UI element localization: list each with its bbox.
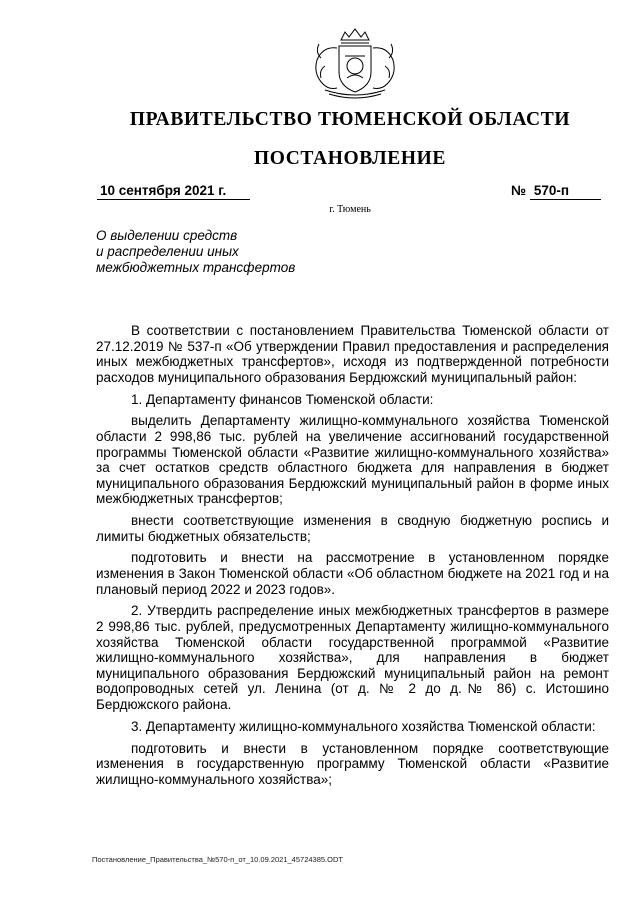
footer-filename: Постановление_Правительства_№570-п_от_10.09.2021_45724385.ODT: [92, 855, 343, 864]
subject-line: и распределении иных: [96, 244, 239, 259]
body-paragraph: подготовить и внести в установленном порядке соответствующие изменения в государственную программу Тюменской области «Развитие жилищно-коммунального хозяйства»;: [96, 740, 609, 787]
document-subject: [96, 228, 295, 276]
document-type: ПОСТАНОВЛЕНИЕ: [253, 148, 447, 169]
city: г. Тюмень: [329, 204, 371, 215]
body-paragraph: В соответствии с постановлением Правительства Тюменской области от 27.12.2019 № 537-п «Об утверждении Правил предоставления и распределения иных межбюджетных трансфертов», исходя из подтвержденной потребности расходов муниципального образования Бердюжский муниципальный район:: [96, 323, 609, 385]
number-value: 570-п: [530, 182, 601, 200]
coat-of-arms-icon: [301, 26, 409, 102]
document-number: [511, 182, 601, 200]
subject-line: межбюджетных трансфертов: [96, 260, 296, 275]
number-prefix: №: [511, 183, 527, 198]
body-paragraph: выделить Департаменту жилищно-коммунального хозяйства Тюменской области 2 998,86 тыс. рублей на увеличение ассигнований государственной программы Тюменской области «Развитие жилищно-коммунального хозяйства» за счет остатков средств областного бюджета для направления в бюджет муниципального образования Бердюжский муниципальный район в форме иных межбюджетных трансфертов;: [96, 413, 609, 507]
body-paragraph: 1. Департаменту финансов Тюменской области:: [131, 391, 434, 407]
subject-line: О выделении средств: [96, 228, 238, 243]
government-title: ПРАВИТЕЛЬСТВО ТЮМЕНСКОЙ ОБЛАСТИ: [129, 109, 571, 130]
body-paragraph: 2. Утвердить распределение иных межбюджетных трансфертов в размере 2 998,86 тыс. рублей, предусмотренных Департаменту жилищно-коммунального хозяйства Тюменской области государственной программой «Развитие жилищно-коммунального хозяйства», для направления в бюджет муниципального образования Бердюжский муниципальный район на ремонт водопроводных сетей ул. Ленина (от д. № 2 до д.№ 86) с. Истошино Бердюжского района.: [96, 603, 609, 712]
document-date: 10 сентября 2021 г.: [97, 182, 250, 200]
body-paragraph: подготовить и внести на рассмотрение в установленном порядке изменения в Закон Тюменской области «Об областном бюджете на 2021 год и на плановый период 2022 и 2023 годов».: [96, 550, 609, 597]
document-body: [96, 323, 609, 794]
body-paragraph: внести соответствующие изменения в сводную бюджетную роспись и лимиты бюджетных обязательств;: [96, 513, 609, 544]
body-paragraph: 3. Департаменту жилищно-коммунального хозяйства Тюменской области:: [131, 718, 596, 734]
